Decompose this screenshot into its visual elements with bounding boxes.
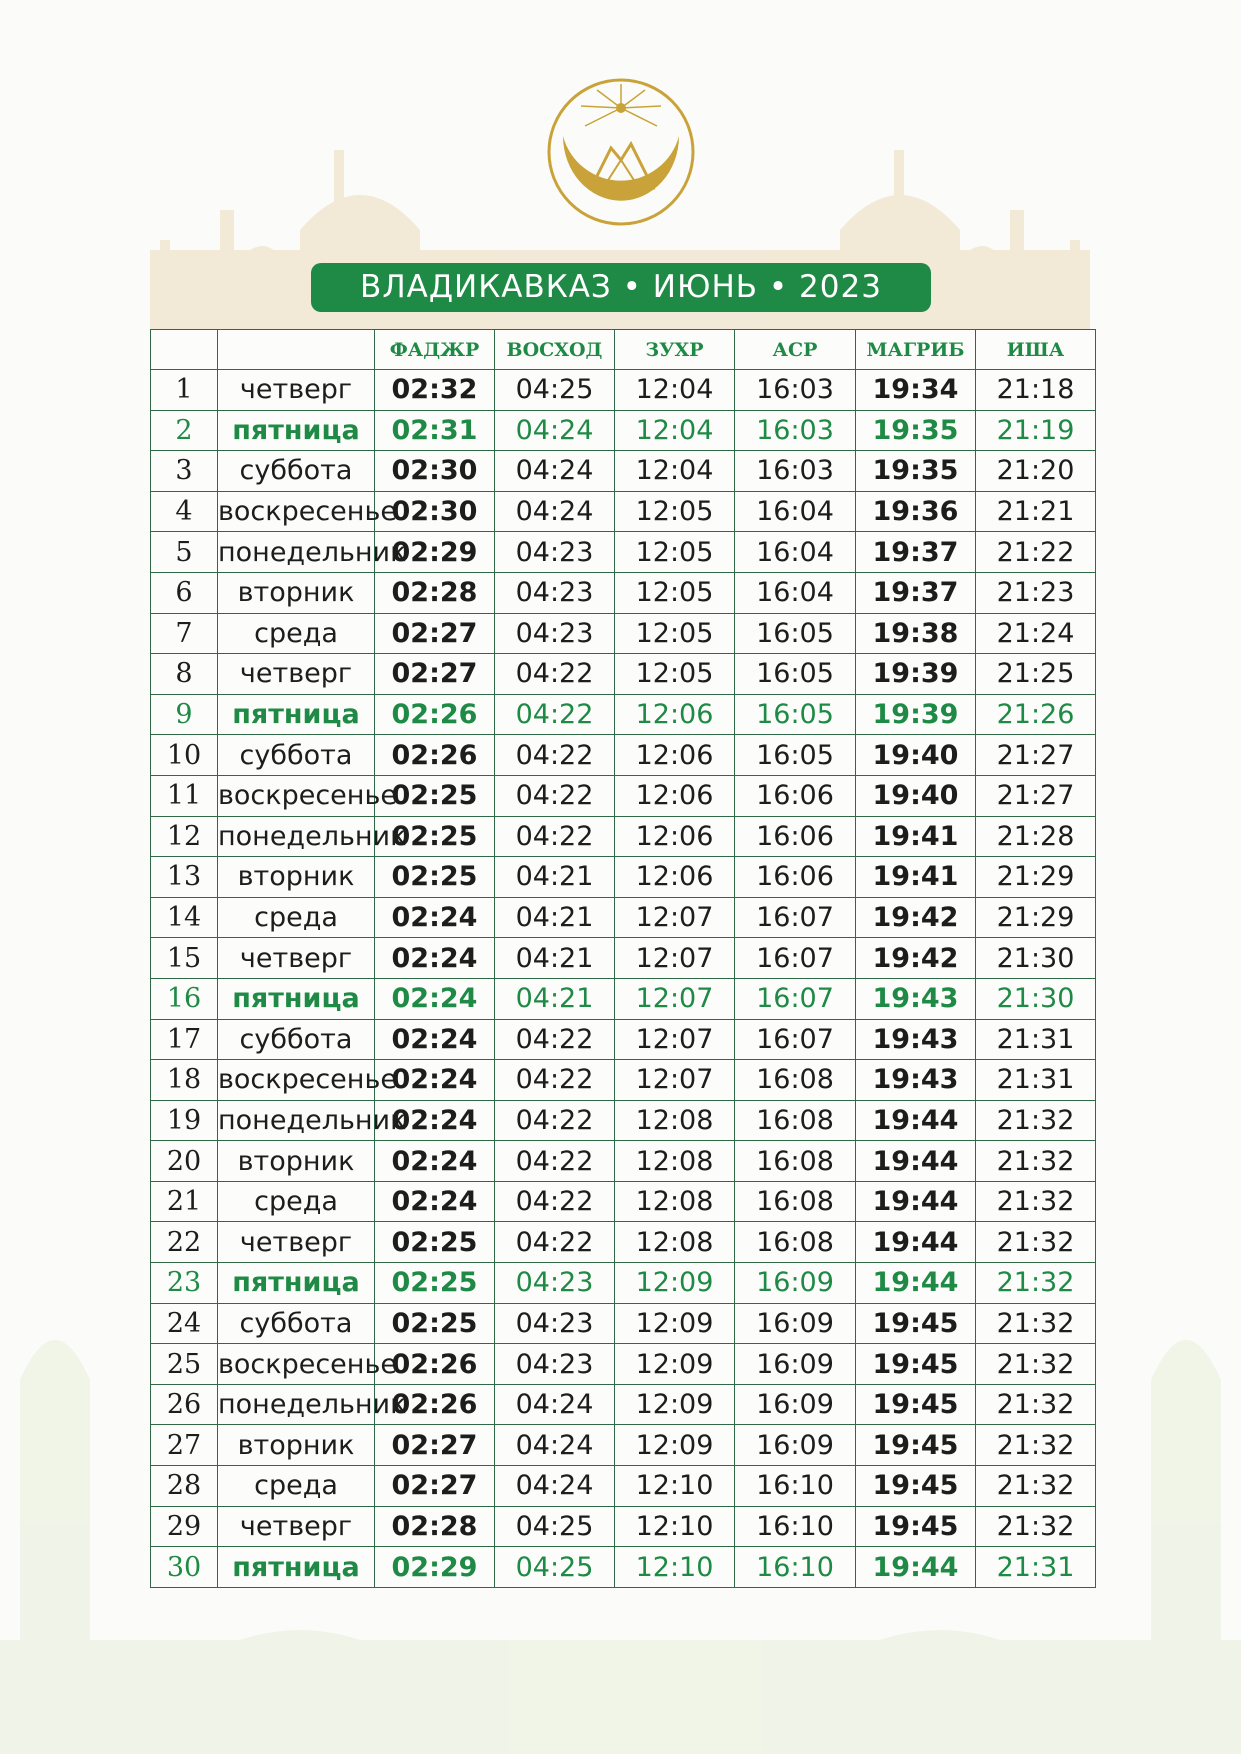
fajr-time-cell: 02:25	[375, 775, 495, 816]
table-row	[151, 451, 1096, 492]
sunrise-time-cell: 04:21	[495, 938, 615, 979]
asr-time-cell: 16:05	[735, 613, 856, 654]
asr-time-cell: 16:07	[735, 978, 856, 1019]
asr-time-cell: 16:04	[735, 532, 856, 573]
table-row	[151, 1181, 1096, 1222]
day-number-cell: 2	[151, 410, 218, 451]
weekday-cell: вторник	[218, 572, 375, 613]
zuhr-time-cell: 12:10	[615, 1506, 735, 1547]
fajr-time-cell: 02:24	[375, 1141, 495, 1182]
fajr-time-cell: 02:27	[375, 1466, 495, 1507]
asr-time-cell: 16:09	[735, 1384, 856, 1425]
sunrise-time-cell: 04:25	[495, 1547, 615, 1588]
day-number-cell: 20	[151, 1141, 218, 1182]
zuhr-time-cell: 12:07	[615, 897, 735, 938]
day-number-cell: 24	[151, 1303, 218, 1344]
fajr-time-cell: 02:28	[375, 1506, 495, 1547]
maghrib-time-cell: 19:44	[856, 1263, 976, 1304]
day-number-cell: 29	[151, 1506, 218, 1547]
day-number-cell: 11	[151, 775, 218, 816]
weekday-cell: понедельник	[218, 1384, 375, 1425]
sunrise-time-cell: 04:22	[495, 694, 615, 735]
fajr-time-cell: 02:32	[375, 370, 495, 411]
zuhr-time-cell: 12:06	[615, 857, 735, 898]
weekday-cell: вторник	[218, 1425, 375, 1466]
emblem-logo	[545, 76, 697, 228]
sunrise-time-cell: 04:23	[495, 1344, 615, 1385]
table-row	[151, 370, 1096, 411]
asr-time-cell: 16:04	[735, 491, 856, 532]
fajr-time-cell: 02:26	[375, 735, 495, 776]
zuhr-time-cell: 12:04	[615, 410, 735, 451]
asr-time-cell: 16:03	[735, 410, 856, 451]
asr-time-cell: 16:05	[735, 654, 856, 695]
fajr-time-cell: 02:31	[375, 410, 495, 451]
header-isha: ИША	[976, 330, 1096, 370]
table-row	[151, 1019, 1096, 1060]
table-row	[151, 938, 1096, 979]
asr-time-cell: 16:05	[735, 735, 856, 776]
day-number-cell: 10	[151, 735, 218, 776]
asr-time-cell: 16:03	[735, 370, 856, 411]
sunrise-time-cell: 04:24	[495, 451, 615, 492]
day-number-cell: 22	[151, 1222, 218, 1263]
table-row	[151, 978, 1096, 1019]
day-number-cell: 15	[151, 938, 218, 979]
asr-time-cell: 16:09	[735, 1344, 856, 1385]
header-maghrib: МАГРИБ	[856, 330, 976, 370]
day-number-cell: 9	[151, 694, 218, 735]
isha-time-cell: 21:28	[976, 816, 1096, 857]
weekday-cell: среда	[218, 1466, 375, 1507]
isha-time-cell: 21:31	[976, 1547, 1096, 1588]
zuhr-time-cell: 12:09	[615, 1384, 735, 1425]
table-header-row	[151, 330, 1096, 370]
asr-time-cell: 16:10	[735, 1547, 856, 1588]
weekday-cell: пятница	[218, 1263, 375, 1304]
isha-time-cell: 21:25	[976, 654, 1096, 695]
sunrise-time-cell: 04:21	[495, 978, 615, 1019]
table-row	[151, 410, 1096, 451]
zuhr-time-cell: 12:09	[615, 1425, 735, 1466]
zuhr-time-cell: 12:06	[615, 816, 735, 857]
day-number-cell: 26	[151, 1384, 218, 1425]
zuhr-time-cell: 12:05	[615, 613, 735, 654]
sunrise-time-cell: 04:24	[495, 1425, 615, 1466]
weekday-cell: понедельник	[218, 816, 375, 857]
maghrib-time-cell: 19:38	[856, 613, 976, 654]
weekday-cell: суббота	[218, 451, 375, 492]
weekday-cell: суббота	[218, 1019, 375, 1060]
maghrib-time-cell: 19:35	[856, 451, 976, 492]
header-weekday	[218, 330, 375, 370]
isha-time-cell: 21:22	[976, 532, 1096, 573]
sunrise-time-cell: 04:23	[495, 1303, 615, 1344]
day-number-cell: 3	[151, 451, 218, 492]
weekday-cell: суббота	[218, 1303, 375, 1344]
table-row	[151, 694, 1096, 735]
asr-time-cell: 16:05	[735, 694, 856, 735]
isha-time-cell: 21:32	[976, 1263, 1096, 1304]
weekday-cell: среда	[218, 897, 375, 938]
zuhr-time-cell: 12:05	[615, 572, 735, 613]
zuhr-time-cell: 12:10	[615, 1547, 735, 1588]
maghrib-time-cell: 19:35	[856, 410, 976, 451]
sunrise-time-cell: 04:24	[495, 1384, 615, 1425]
weekday-cell: воскресенье	[218, 775, 375, 816]
isha-time-cell: 21:32	[976, 1384, 1096, 1425]
isha-time-cell: 21:24	[976, 613, 1096, 654]
weekday-cell: среда	[218, 613, 375, 654]
zuhr-time-cell: 12:05	[615, 532, 735, 573]
table-row	[151, 897, 1096, 938]
zuhr-time-cell: 12:06	[615, 735, 735, 776]
fajr-time-cell: 02:30	[375, 451, 495, 492]
asr-time-cell: 16:06	[735, 816, 856, 857]
sunrise-time-cell: 04:22	[495, 1100, 615, 1141]
asr-time-cell: 16:06	[735, 775, 856, 816]
fajr-time-cell: 02:25	[375, 1222, 495, 1263]
fajr-time-cell: 02:24	[375, 978, 495, 1019]
fajr-time-cell: 02:24	[375, 1100, 495, 1141]
day-number-cell: 21	[151, 1181, 218, 1222]
weekday-cell: понедельник	[218, 532, 375, 573]
zuhr-time-cell: 12:08	[615, 1100, 735, 1141]
isha-time-cell: 21:31	[976, 1060, 1096, 1101]
fajr-time-cell: 02:24	[375, 897, 495, 938]
weekday-cell: воскресенье	[218, 1060, 375, 1101]
day-number-cell: 5	[151, 532, 218, 573]
day-number-cell: 12	[151, 816, 218, 857]
day-number-cell: 23	[151, 1263, 218, 1304]
asr-time-cell: 16:10	[735, 1466, 856, 1507]
maghrib-time-cell: 19:41	[856, 857, 976, 898]
table-row	[151, 1222, 1096, 1263]
zuhr-time-cell: 12:07	[615, 1019, 735, 1060]
day-number-cell: 27	[151, 1425, 218, 1466]
day-number-cell: 17	[151, 1019, 218, 1060]
table-row	[151, 1303, 1096, 1344]
maghrib-time-cell: 19:44	[856, 1100, 976, 1141]
fajr-time-cell: 02:27	[375, 654, 495, 695]
asr-time-cell: 16:08	[735, 1181, 856, 1222]
table-row	[151, 1466, 1096, 1507]
isha-time-cell: 21:30	[976, 938, 1096, 979]
weekday-cell: четверг	[218, 370, 375, 411]
weekday-cell: пятница	[218, 1547, 375, 1588]
table-row	[151, 532, 1096, 573]
zuhr-time-cell: 12:07	[615, 938, 735, 979]
maghrib-time-cell: 19:39	[856, 654, 976, 695]
maghrib-time-cell: 19:45	[856, 1506, 976, 1547]
table-row	[151, 1506, 1096, 1547]
zuhr-time-cell: 12:06	[615, 775, 735, 816]
maghrib-time-cell: 19:45	[856, 1466, 976, 1507]
isha-time-cell: 21:18	[976, 370, 1096, 411]
fajr-time-cell: 02:30	[375, 491, 495, 532]
isha-time-cell: 21:32	[976, 1344, 1096, 1385]
day-number-cell: 30	[151, 1547, 218, 1588]
day-number-cell: 18	[151, 1060, 218, 1101]
table-row	[151, 1547, 1096, 1588]
maghrib-time-cell: 19:34	[856, 370, 976, 411]
weekday-cell: вторник	[218, 1141, 375, 1182]
header-zuhr: ЗУХР	[615, 330, 735, 370]
maghrib-time-cell: 19:42	[856, 938, 976, 979]
table-row	[151, 1100, 1096, 1141]
maghrib-time-cell: 19:43	[856, 1019, 976, 1060]
maghrib-time-cell: 19:37	[856, 532, 976, 573]
zuhr-time-cell: 12:08	[615, 1222, 735, 1263]
weekday-cell: четверг	[218, 654, 375, 695]
weekday-cell: пятница	[218, 694, 375, 735]
weekday-cell: четверг	[218, 1506, 375, 1547]
isha-time-cell: 21:32	[976, 1425, 1096, 1466]
maghrib-time-cell: 19:44	[856, 1222, 976, 1263]
zuhr-time-cell: 12:08	[615, 1181, 735, 1222]
header-sunrise: ВОСХОД	[495, 330, 615, 370]
table-row	[151, 654, 1096, 695]
maghrib-time-cell: 19:42	[856, 897, 976, 938]
asr-time-cell: 16:06	[735, 857, 856, 898]
isha-time-cell: 21:32	[976, 1222, 1096, 1263]
maghrib-time-cell: 19:44	[856, 1181, 976, 1222]
zuhr-time-cell: 12:09	[615, 1303, 735, 1344]
asr-time-cell: 16:09	[735, 1425, 856, 1466]
table-row	[151, 491, 1096, 532]
table-row	[151, 613, 1096, 654]
fajr-time-cell: 02:26	[375, 1384, 495, 1425]
fajr-time-cell: 02:24	[375, 938, 495, 979]
zuhr-time-cell: 12:04	[615, 370, 735, 411]
page-title: ВЛАДИКАВКАЗ • ИЮНЬ • 2023	[311, 263, 931, 312]
sunrise-time-cell: 04:21	[495, 897, 615, 938]
sunrise-time-cell: 04:22	[495, 1060, 615, 1101]
day-number-cell: 6	[151, 572, 218, 613]
sunrise-time-cell: 04:23	[495, 613, 615, 654]
weekday-cell: понедельник	[218, 1100, 375, 1141]
zuhr-time-cell: 12:04	[615, 451, 735, 492]
weekday-cell: суббота	[218, 735, 375, 776]
maghrib-time-cell: 19:39	[856, 694, 976, 735]
maghrib-time-cell: 19:45	[856, 1384, 976, 1425]
sunrise-time-cell: 04:21	[495, 857, 615, 898]
zuhr-time-cell: 12:09	[615, 1263, 735, 1304]
weekday-cell: вторник	[218, 857, 375, 898]
table-row	[151, 857, 1096, 898]
isha-time-cell: 21:20	[976, 451, 1096, 492]
sunrise-time-cell: 04:24	[495, 410, 615, 451]
weekday-cell: среда	[218, 1181, 375, 1222]
table-row	[151, 775, 1096, 816]
day-number-cell: 1	[151, 370, 218, 411]
fajr-time-cell: 02:25	[375, 857, 495, 898]
weekday-cell: четверг	[218, 938, 375, 979]
isha-time-cell: 21:29	[976, 897, 1096, 938]
day-number-cell: 28	[151, 1466, 218, 1507]
fajr-time-cell: 02:26	[375, 694, 495, 735]
maghrib-time-cell: 19:45	[856, 1303, 976, 1344]
isha-time-cell: 21:29	[976, 857, 1096, 898]
sunrise-time-cell: 04:22	[495, 816, 615, 857]
weekday-cell: воскресенье	[218, 491, 375, 532]
asr-time-cell: 16:03	[735, 451, 856, 492]
fajr-time-cell: 02:26	[375, 1344, 495, 1385]
isha-time-cell: 21:30	[976, 978, 1096, 1019]
asr-time-cell: 16:09	[735, 1263, 856, 1304]
sunrise-time-cell: 04:24	[495, 1466, 615, 1507]
zuhr-time-cell: 12:10	[615, 1466, 735, 1507]
fajr-time-cell: 02:27	[375, 613, 495, 654]
maghrib-time-cell: 19:45	[856, 1425, 976, 1466]
table-row	[151, 1425, 1096, 1466]
header-fajr: ФАДЖР	[375, 330, 495, 370]
asr-time-cell: 16:08	[735, 1060, 856, 1101]
fajr-time-cell: 02:28	[375, 572, 495, 613]
asr-time-cell: 16:08	[735, 1222, 856, 1263]
fajr-time-cell: 02:25	[375, 1263, 495, 1304]
isha-time-cell: 21:32	[976, 1506, 1096, 1547]
sunrise-time-cell: 04:25	[495, 370, 615, 411]
weekday-cell: пятница	[218, 410, 375, 451]
table-row	[151, 1141, 1096, 1182]
maghrib-time-cell: 19:41	[856, 816, 976, 857]
isha-time-cell: 21:32	[976, 1100, 1096, 1141]
sunrise-time-cell: 04:22	[495, 654, 615, 695]
asr-time-cell: 16:07	[735, 897, 856, 938]
asr-time-cell: 16:08	[735, 1100, 856, 1141]
day-number-cell: 25	[151, 1344, 218, 1385]
isha-time-cell: 21:21	[976, 491, 1096, 532]
isha-time-cell: 21:32	[976, 1466, 1096, 1507]
isha-time-cell: 21:27	[976, 735, 1096, 776]
day-number-cell: 13	[151, 857, 218, 898]
sunrise-time-cell: 04:22	[495, 1222, 615, 1263]
sunrise-time-cell: 04:22	[495, 1019, 615, 1060]
weekday-cell: четверг	[218, 1222, 375, 1263]
isha-time-cell: 21:32	[976, 1141, 1096, 1182]
maghrib-time-cell: 19:40	[856, 735, 976, 776]
isha-time-cell: 21:31	[976, 1019, 1096, 1060]
fajr-time-cell: 02:24	[375, 1019, 495, 1060]
isha-time-cell: 21:23	[976, 572, 1096, 613]
asr-time-cell: 16:10	[735, 1506, 856, 1547]
maghrib-time-cell: 19:40	[856, 775, 976, 816]
fajr-time-cell: 02:29	[375, 532, 495, 573]
asr-time-cell: 16:08	[735, 1141, 856, 1182]
zuhr-time-cell: 12:05	[615, 654, 735, 695]
table-row	[151, 1384, 1096, 1425]
zuhr-time-cell: 12:06	[615, 694, 735, 735]
sunrise-time-cell: 04:22	[495, 735, 615, 776]
isha-time-cell: 21:26	[976, 694, 1096, 735]
sunrise-time-cell: 04:22	[495, 775, 615, 816]
asr-time-cell: 16:04	[735, 572, 856, 613]
asr-time-cell: 16:09	[735, 1303, 856, 1344]
weekday-cell: воскресенье	[218, 1344, 375, 1385]
day-number-cell: 14	[151, 897, 218, 938]
sunrise-time-cell: 04:23	[495, 532, 615, 573]
day-number-cell: 8	[151, 654, 218, 695]
isha-time-cell: 21:19	[976, 410, 1096, 451]
maghrib-time-cell: 19:37	[856, 572, 976, 613]
zuhr-time-cell: 12:09	[615, 1344, 735, 1385]
maghrib-time-cell: 19:36	[856, 491, 976, 532]
maghrib-time-cell: 19:44	[856, 1141, 976, 1182]
isha-time-cell: 21:27	[976, 775, 1096, 816]
fajr-time-cell: 02:29	[375, 1547, 495, 1588]
sunrise-time-cell: 04:22	[495, 1181, 615, 1222]
sunrise-time-cell: 04:23	[495, 1263, 615, 1304]
day-number-cell: 4	[151, 491, 218, 532]
fajr-time-cell: 02:24	[375, 1060, 495, 1101]
weekday-cell: пятница	[218, 978, 375, 1019]
table-row	[151, 735, 1096, 776]
day-number-cell: 16	[151, 978, 218, 1019]
table-row	[151, 816, 1096, 857]
maghrib-time-cell: 19:44	[856, 1547, 976, 1588]
table-row	[151, 1060, 1096, 1101]
table-row	[151, 1344, 1096, 1385]
sunrise-time-cell: 04:23	[495, 572, 615, 613]
fajr-time-cell: 02:25	[375, 816, 495, 857]
fajr-time-cell: 02:25	[375, 1303, 495, 1344]
asr-time-cell: 16:07	[735, 938, 856, 979]
maghrib-time-cell: 19:45	[856, 1344, 976, 1385]
zuhr-time-cell: 12:08	[615, 1141, 735, 1182]
header-day-number	[151, 330, 218, 370]
sunrise-time-cell: 04:24	[495, 491, 615, 532]
zuhr-time-cell: 12:05	[615, 491, 735, 532]
sunrise-time-cell: 04:22	[495, 1141, 615, 1182]
maghrib-time-cell: 19:43	[856, 978, 976, 1019]
isha-time-cell: 21:32	[976, 1181, 1096, 1222]
prayer-times-table	[150, 329, 1096, 1588]
maghrib-time-cell: 19:43	[856, 1060, 976, 1101]
fajr-time-cell: 02:27	[375, 1425, 495, 1466]
sunrise-time-cell: 04:25	[495, 1506, 615, 1547]
isha-time-cell: 21:32	[976, 1303, 1096, 1344]
day-number-cell: 19	[151, 1100, 218, 1141]
asr-time-cell: 16:07	[735, 1019, 856, 1060]
table-row	[151, 1263, 1096, 1304]
table-row	[151, 572, 1096, 613]
day-number-cell: 7	[151, 613, 218, 654]
fajr-time-cell: 02:24	[375, 1181, 495, 1222]
zuhr-time-cell: 12:07	[615, 978, 735, 1019]
header-asr: АСР	[735, 330, 856, 370]
zuhr-time-cell: 12:07	[615, 1060, 735, 1101]
